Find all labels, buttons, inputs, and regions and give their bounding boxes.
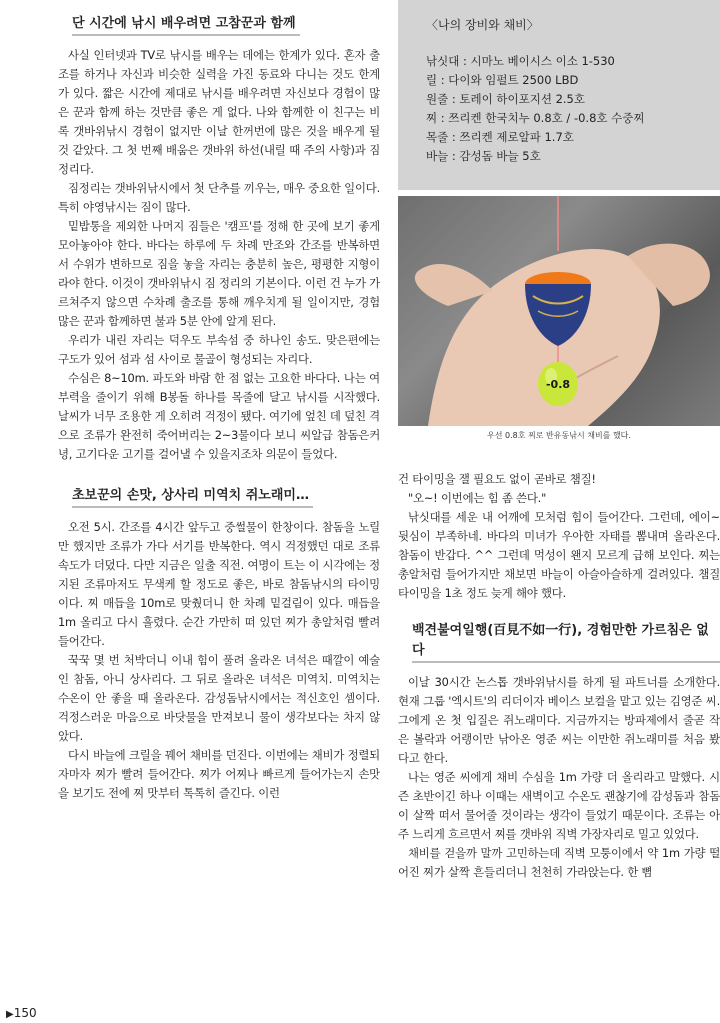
paragraph: 밑밥통을 제외한 나머지 짐들은 '캠프'를 정해 한 곳에 보기 좋게 모아놓아야 한다. 바다는 하루에 두 차례 만조와 간조를 반복하면서 수위가 변하므로 짐을 놓을 자리는 충분히 높은, 평평한 지형이라야 한다. 이것이 갯바위낚시 짐 정리의 기본이다. 이런 건 누가 가르쳐주지 않으면 수차례 출조를 통해 깨우치게 될 일이지만, 경험 많은 꾼과 함께하면 불과 5분 안에 알게 된다.	[58, 219, 380, 328]
paragraph: 수심은 8~10m. 파도와 바람 한 점 없는 고요한 바다다. 나는 여부력을 줄이기 위해 B봉돌 하나를 목줄에 달고 낚시를 시작했다. 날씨가 너무 조용한 게 오히려 걱정이 됐다. 여기에 엎친 데 덮친 격으로 조류가 완전히 죽어버리는 2~3물이다 보니 씨알급 참돔은커녕, 고기다운 고기를 걸어낼 수 있을지조차 의문이 들었다.	[58, 371, 380, 461]
photo-caption: 우선 0.8호 찌로 반유동낚시 채비를 했다.	[487, 431, 631, 440]
left-column	[58, 12, 380, 803]
gear-item-float: 찌 : 쯔리켄 한국치누 0.8호 / -0.8호 수중찌	[426, 111, 645, 125]
gear-item-mainline: 원줄 : 토레이 하이포지션 2.5호	[426, 92, 585, 106]
paragraph: "오~! 이번에는 힘 좀 쓴다."	[408, 491, 547, 505]
gear-item-leader: 목줄 : 쯔리켄 제로알파 1.7호	[426, 130, 574, 144]
hand-holding-float-illustration	[398, 196, 720, 426]
section-heading-3: 백견불여일행(百見不如一行), 경험만한 가르침은 없다	[412, 621, 720, 663]
gear-item-rod: 낚싯대 : 시마노 베이시스 이소 1-530	[426, 54, 615, 68]
paragraph: 꾹꾹 몇 번 처박더니 이내 힘이 풀려 올라온 녀석은 때깔이 예술인 참돔, 아니 상사리다. 그 뒤로 올라온 녀석은 미역치. 미역치는 수온이 안 좋을 때 올라온다. 감성돔낚시에서는 적신호인 셈이다. 걱정스러운 마음으로 바닷물을 만져보니 물이 생각보다는 차지 않았다.	[58, 653, 380, 743]
paragraph: 다시 바늘에 크릴을 꿰어 채비를 던진다. 이번에는 채비가 정렬되자마자 찌가 빨려 들어간다. 찌가 어찌나 빠르게 들어가는지 손맛을 보기도 전에 찌 맛부터 톡톡히 즐긴다. 이런	[58, 748, 380, 800]
paragraph: 사실 인터넷과 TV로 낚시를 배우는 데에는 한계가 있다. 혼자 출조를 하거나 자신과 비슷한 실력을 가진 동료와 다니는 것도 한계가 있다. 짧은 시간에 제대로 낚시를 배우려면 자신보다 경험이 많은 꾼과 함께 하는 것만큼 좋은 게 없다. 나와 함께한 이 친구는 비록 갯바위낚시 경험이 없지만 이날 한꺼번에 많은 것을 배우게 될 것 같았다. 그 첫 번째 배움은 갯바위 하선(내릴 때 주의 사항)과 짐정리다.	[58, 48, 380, 176]
section-heading-2: 초보꾼의 손맛, 상사리 미역치 쥐노래미…	[72, 486, 313, 508]
paragraph: 우리가 내린 자리는 덕우도 부속섬 중 하나인 송도. 맞은편에는 구도가 있어 섬과 섬 사이로 물골이 형성되는 자리다.	[58, 333, 380, 366]
paragraph: 짐정리는 갯바위낚시에서 첫 단추를 끼우는, 매우 중요한 일이다. 특히 야영낚시는 짐이 많다.	[58, 181, 380, 214]
right-column	[398, 0, 720, 879]
gear-item-hook: 바늘 : 감성돔 바늘 5호	[426, 149, 541, 163]
page-number: ▶150	[6, 1006, 37, 1020]
paragraph: 채비를 걷을까 말까 고민하는데 직벽 모퉁이에서 약 1m 가량 떨어진 찌가 살짝 흔들리더니 천천히 가라앉는다. 한 뼘	[398, 846, 720, 879]
triangle-marker-icon: ▶	[6, 1009, 14, 1020]
paragraph: 오전 5시. 간조를 4시간 앞두고 중썰물이 한창이다. 참돔을 노릴만 했지만 조류가 가다 서기를 반복한다. 역시 걱정했던 대로 조류 속도가 더뎠다. 다만 지금은 일출 직전. 여명이 트는 이 시각에는 정지된 조류마저도 무색케 할 정도로 좋은, 바로 참돔낚시의 타이밍이다. 찌 매듭을 10m로 맞췄더니 한 차례 밑걸림이 있다. 매듭을 1m 올리고 다시 흘렸다. 순간 가만히 떠 있던 찌가 총알처럼 빨려 들어간다.	[58, 520, 380, 648]
gear-box-title: 〈나의 장비와 채비〉	[426, 18, 539, 32]
paragraph: 낚싯대를 세운 내 어깨에 모처럼 힘이 들어간다. 그런데, 에이~ 뒷심이 부족하네. 바다의 미녀가 우아한 자태를 뽐내며 올라온다. 참돔이 반갑다. ^^ 그런데 먹성이 왠지 모르게 급해 보인다. 찌는 총알처럼 들어가지만 채보면 바늘이 아슬아슬하게 걸려있다. 챔질 타이밍을 1초 정도 늦게 해야 했다.	[398, 510, 720, 600]
gear-item-reel: 릴 : 다이와 임펄트 2500 LBD	[426, 73, 579, 87]
paragraph: 건 타이밍을 잴 필요도 없이 곧바로 챔질!	[398, 472, 596, 486]
paragraph: 이날 30시간 논스톱 갯바위낚시를 하게 될 파트너를 소개한다. 현재 그룹 '엑시트'의 리더이자 베이스 보컬을 맡고 있는 김영준 씨. 그에게 온 첫 입질은 쥐노래미다. 지금까지는 방파제에서 줄곧 작은 볼락과 어랭이만 낚아온 영준 씨는 이만한 쥐노래미를 처음 봤다고 한다.	[398, 675, 720, 765]
gear-info-box	[398, 0, 720, 190]
right-text	[398, 470, 720, 882]
section-heading-1: 단 시간에 낚시 배우려면 고참꾼과 함께	[72, 14, 300, 36]
float-label: -0.8	[545, 378, 571, 391]
paragraph: 나는 영준 씨에게 채비 수심을 1m 가량 더 올리라고 말했다. 시즌 초반이긴 하나 이때는 새벽이고 수온도 괜찮기에 감성돔과 참돔이 살짝 떠서 물어줄 것이라는 생각이 들었기 때문이다. 조류는 아주 느리게 흐르면서 찌를 갯바위 직벽 가장자리로 밀고 있었다.	[398, 770, 720, 841]
float-photo	[398, 196, 720, 426]
